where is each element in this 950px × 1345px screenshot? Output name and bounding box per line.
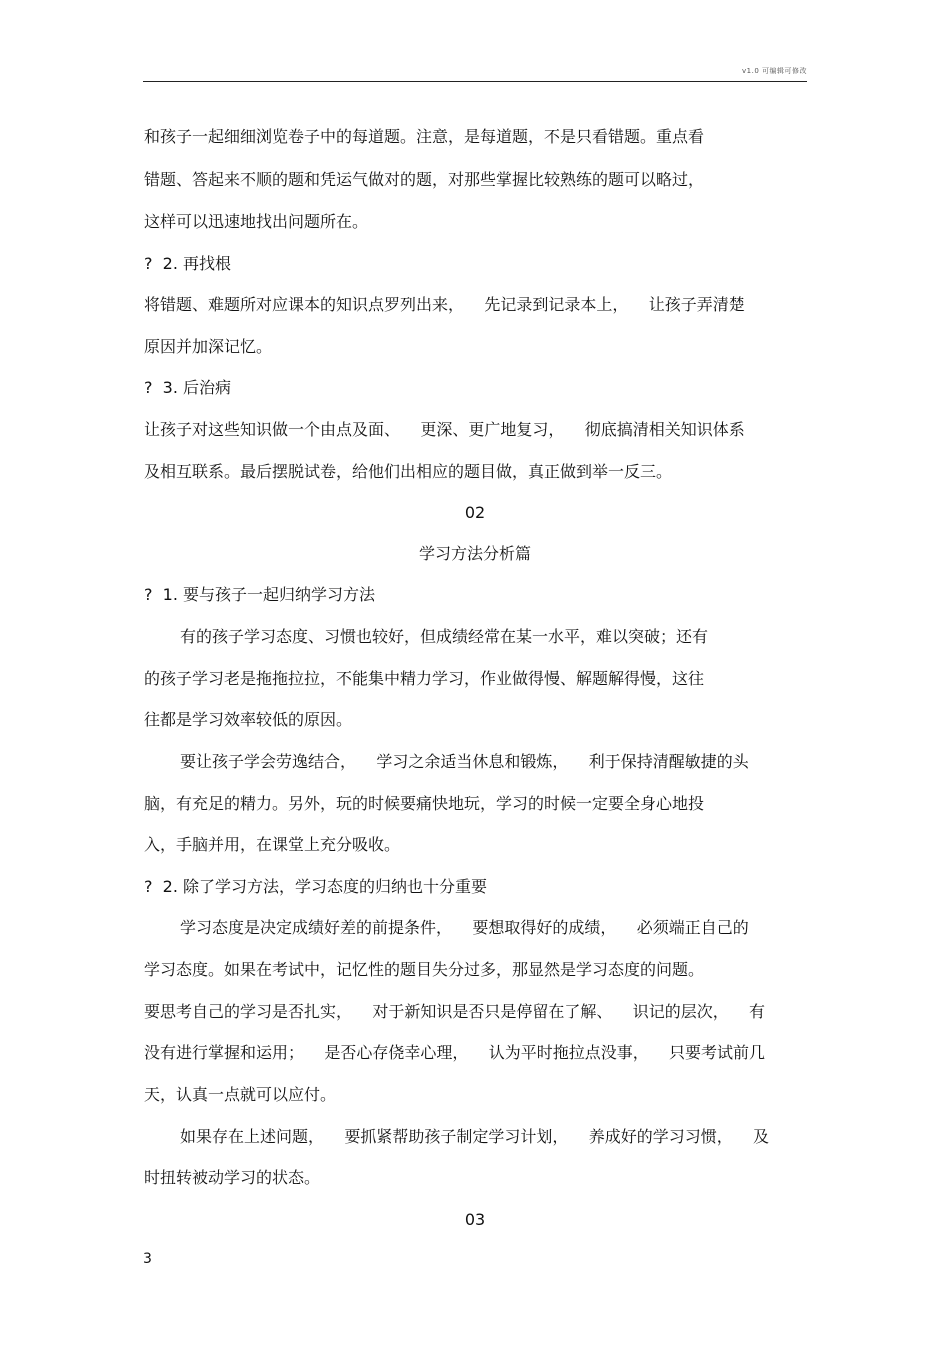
body-line: 学习态度。如果在考试中，记忆性的题目失分过多，那显然是学习态度的问题。 (144, 960, 705, 979)
body-line: 将错题、难题所对应课本的知识点罗列出来， 先记录到记录本上， 让孩子弄清楚 (144, 295, 745, 314)
section-title: 学习方法分析篇 (418, 544, 531, 563)
body-line: 让孩子对这些知识做一个由点及面、 更深、更广地复习， 彻底搞清相关知识体系 (144, 420, 745, 439)
body-line: 学习态度是决定成绩好差的前提条件， 要想取得好的成绩， 必须端正自己的 (180, 918, 749, 937)
body-line: 原因并加深记忆。 (144, 337, 273, 356)
body-line: 往都是学习效率较低的原因。 (144, 710, 353, 729)
header-rule (143, 81, 807, 82)
body-line: 的孩子学习老是拖拖拉拉，不能集中精力学习，作业做得慢、解题解得慢，这往 (144, 669, 705, 688)
body-line: 入，手脑并用，在课堂上充分吸收。 (144, 835, 401, 854)
section-number: 03 (464, 1210, 486, 1229)
list-heading: ? 3. 后治病 (144, 378, 232, 397)
page-number: 3 (143, 1251, 152, 1267)
body-line: 和孩子一起细细浏览卷子中的每道题。注意，是每道题，不是只看错题。重点看 (144, 127, 705, 146)
body-line: 天，认真一点就可以应付。 (144, 1085, 337, 1104)
body-line: 有的孩子学习态度、习惯也较好，但成绩经常在某一水平，难以突破；还有 (180, 627, 709, 646)
body-line: 及相互联系。最后摆脱试卷，给他们出相应的题目做，真正做到举一反三。 (144, 462, 673, 481)
body-line: 脑，有充足的精力。另外，玩的时候要痛快地玩，学习的时候一定要全身心地投 (144, 794, 705, 813)
list-heading: ? 2. 除了学习方法，学习态度的归纳也十分重要 (144, 877, 488, 896)
body-line: 要思考自己的学习是否扎实， 对于新知识是否只是停留在了解、 识记的层次， 有 (144, 1002, 766, 1021)
header-version-text: v1.0 可编辑可修改 (742, 67, 807, 75)
body-line: 时扭转被动学习的状态。 (144, 1168, 321, 1187)
body-line: 错题、答起来不顺的题和凭运气做对的题，对那些掌握比较熟练的题可以略过， (144, 170, 705, 189)
body-line: 如果存在上述问题， 要抓紧帮助孩子制定学习计划， 养成好的学习习惯， 及 (180, 1127, 770, 1146)
body-line: 这样可以迅速地找出问题所在。 (144, 212, 369, 231)
list-heading: ? 1. 要与孩子一起归纳学习方法 (144, 585, 376, 604)
section-number: 02 (464, 503, 486, 522)
body-line: 要让孩子学会劳逸结合， 学习之余适当休息和锻炼， 利于保持清醒敏捷的头 (180, 752, 749, 771)
list-heading: ? 2. 再找根 (144, 254, 232, 273)
body-line: 没有进行掌握和运用； 是否心存侥幸心理， 认为平时拖拉点没事， 只要考试前几 (144, 1043, 766, 1062)
